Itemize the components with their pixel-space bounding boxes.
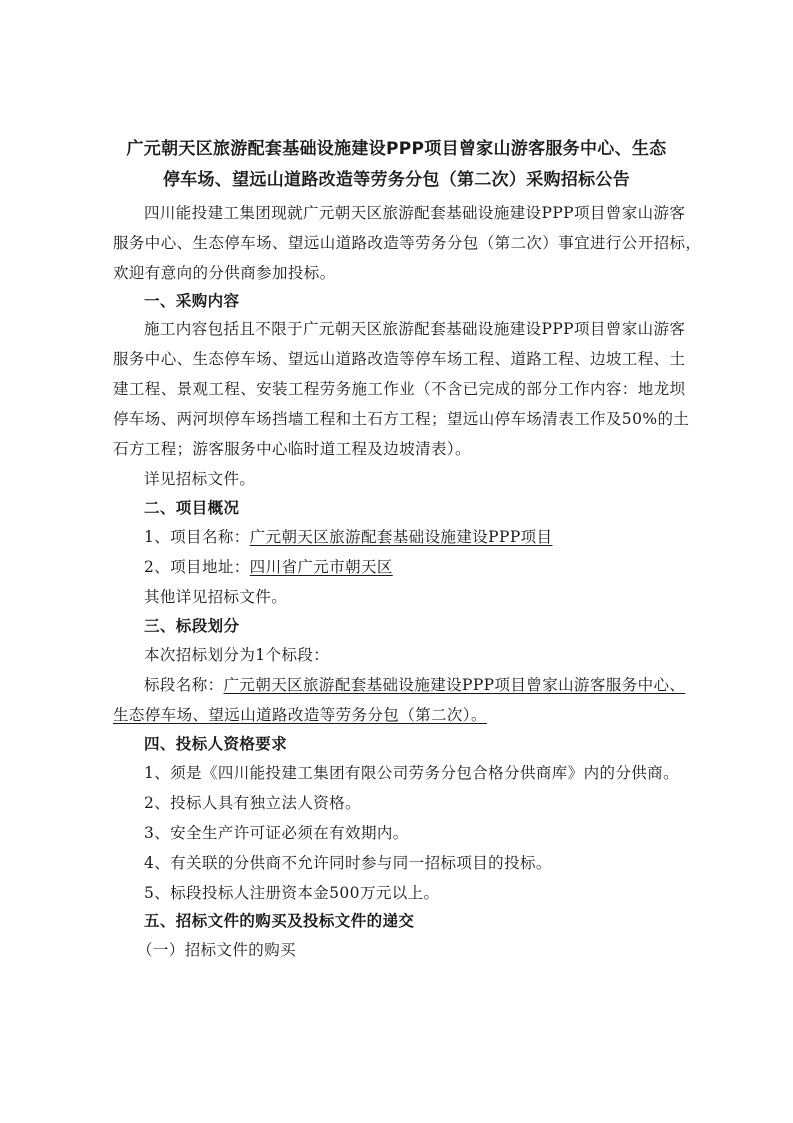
notice-title-line-2: 停车场、望远山道路改造等劳务分包（第二次）采购招标公告: [162, 170, 631, 190]
notice-title-line-1: 广元朝天区旅游配套基础设施建设PPP项目曾家山游客服务中心、生态: [126, 139, 667, 159]
section-1-line-1: 施工内容包括且不限于广元朝天区旅游配套基础设施建设PPP项目曾家山游客: [144, 320, 686, 338]
qualification-item-2: 2、投标人具有独立法人资格。: [144, 794, 361, 812]
intro-line-1: 四川能投建工集团现就广元朝天区旅游配套基础设施建设PPP项目曾家山游客: [144, 204, 686, 222]
lot-name-value-2: 生态停车场、望远山道路改造等劳务分包（第二次）。: [113, 706, 487, 724]
section-1-heading: 一、采购内容: [144, 292, 240, 310]
lot-name-value-1: 广元朝天区旅游配套基础设施建设PPP项目曾家山游客服务中心、: [223, 676, 686, 694]
lot-name-label: 标段名称：: [144, 676, 224, 694]
section-1-note: 详见招标文件。: [144, 470, 256, 488]
section-3-count: 本次招标划分为1个标段：: [144, 646, 330, 664]
intro-line-2: 服务中心、生态停车场、望远山道路改造等劳务分包（第二次）事宜进行公开招标，: [113, 234, 702, 252]
section-1-line-4: 停车场、两河坝停车场挡墙工程和土石方工程；望远山停车场清表工作及50%的土: [113, 410, 690, 428]
lot-name-row-2: [113, 700, 487, 730]
qualification-item-4: 4、有关联的分供商不允许同时参与同一招标项目的投标。: [144, 854, 552, 872]
section-3-heading: 三、标段划分: [144, 617, 240, 635]
section-4-heading: 四、投标人资格要求: [144, 735, 288, 753]
section-1-line-2: 服务中心、生态停车场、望远山道路改造等停车场工程、道路工程、边坡工程、土: [113, 350, 686, 368]
project-name-label: 1、项目名称：: [144, 528, 250, 546]
section-5-sub-1: （一）招标文件的购买: [137, 941, 297, 959]
project-name-row: [144, 522, 552, 552]
section-1-line-3: 建工程、景观工程、安装工程劳务施工作业（不含已完成的部分工作内容：地龙坝: [113, 380, 686, 398]
project-address-row: [144, 552, 393, 582]
qualification-item-3: 3、安全生产许可证必须在有效期内。: [144, 824, 409, 842]
project-address-label: 2、项目地址：: [144, 558, 250, 576]
lot-name-row: [144, 670, 685, 700]
project-name-value: 广元朝天区旅游配套基础设施建设PPP项目: [249, 528, 553, 546]
section-2-note: 其他详见招标文件。: [144, 588, 288, 606]
qualification-item-1: 1、须是《四川能投建工集团有限公司劳务分包合格分供商库》内的分供商。: [144, 764, 679, 782]
project-address-value: 四川省广元市朝天区: [249, 558, 393, 576]
section-2-heading: 二、项目概况: [144, 499, 240, 517]
section-1-line-5: 石方工程；游客服务中心临时道工程及边坡清表）。: [113, 440, 471, 458]
intro-line-3: 欢迎有意向的分供商参加投标。: [113, 264, 336, 282]
section-5-heading: 五、招标文件的购买及投标文件的递交: [144, 912, 415, 930]
qualification-item-5: 5、标段投标人注册资本金500万元以上。: [144, 884, 440, 902]
